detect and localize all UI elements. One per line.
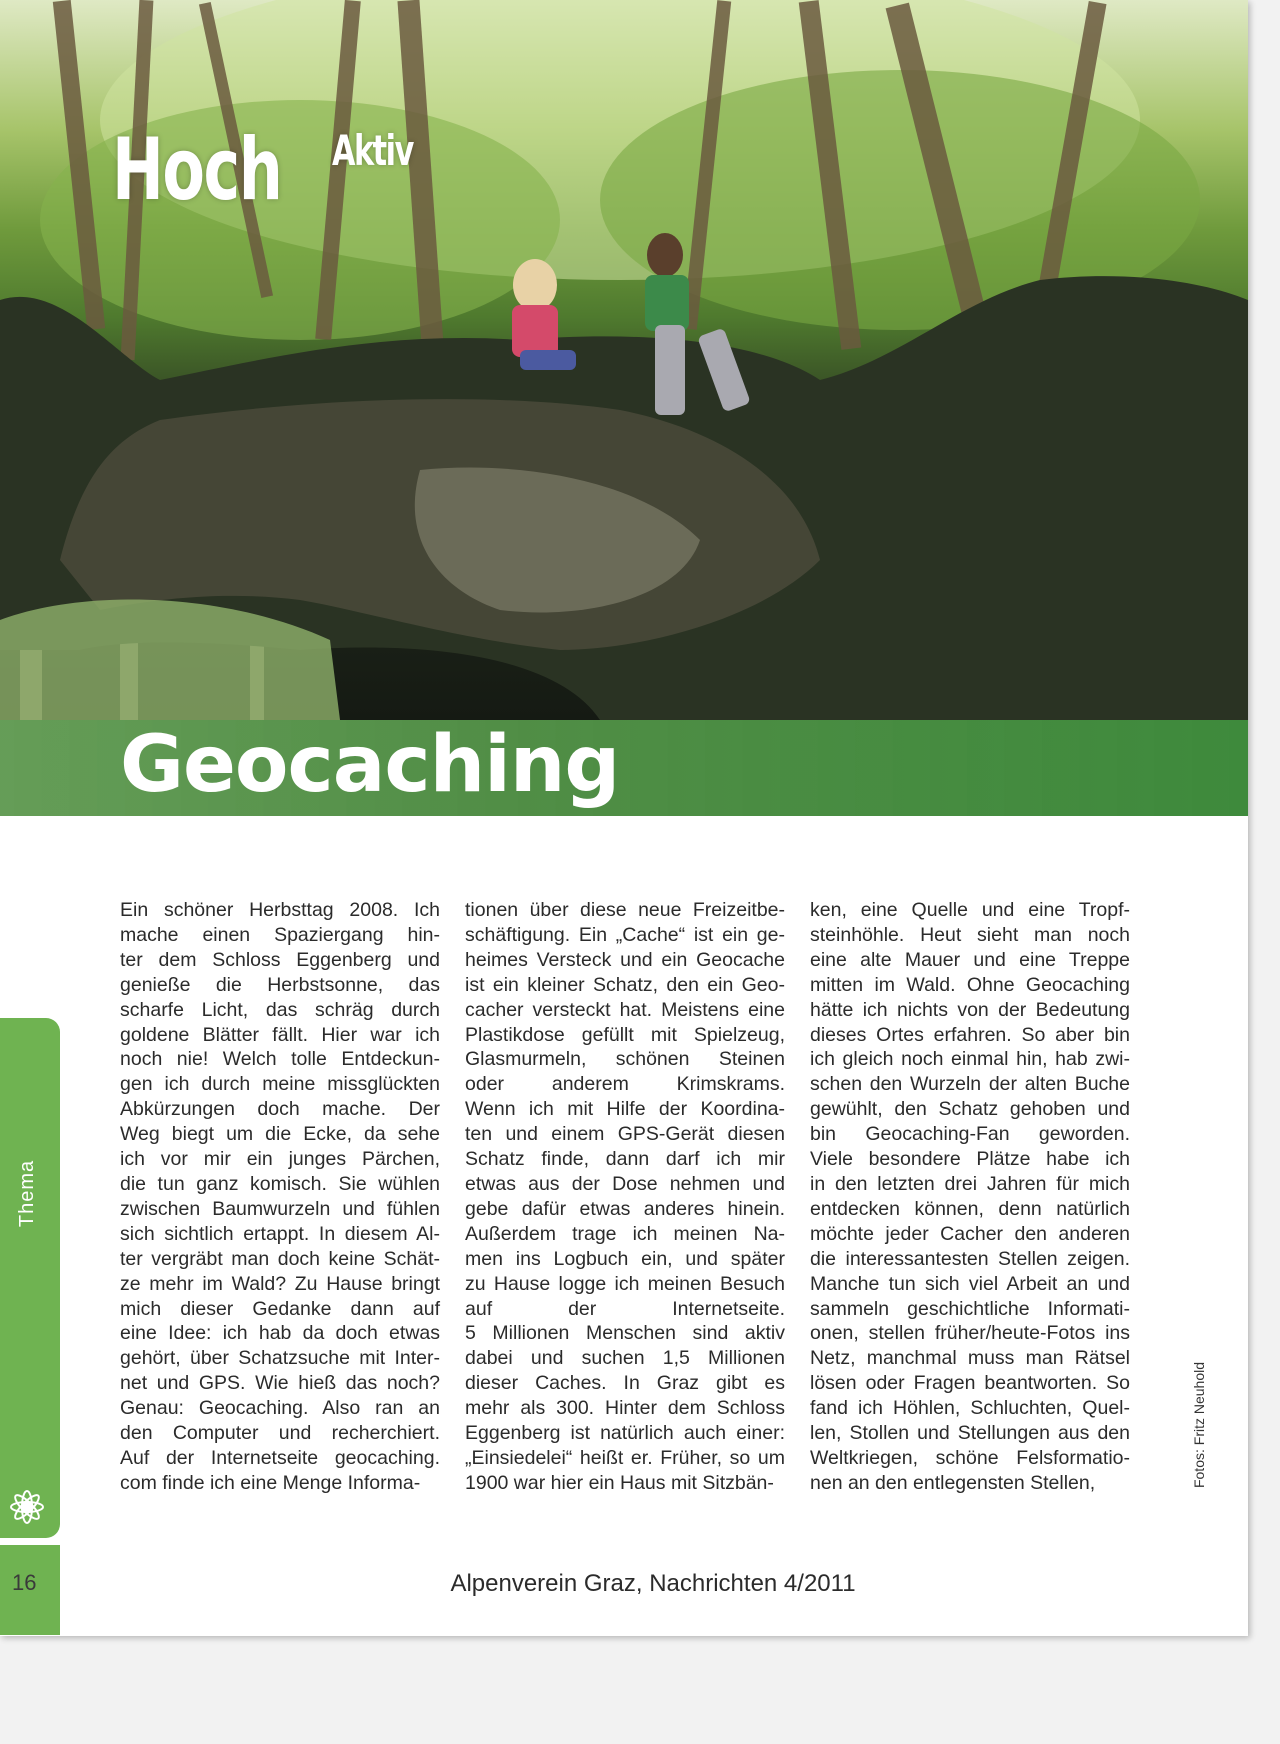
text-line: sammeln geschichtliche Informati- [810, 1297, 1130, 1320]
text-line: ich gleich noch einmal hin, hab zwi- [810, 1048, 1130, 1071]
text-line: noch nie! Welch tolle Entdeckun- [120, 1048, 440, 1071]
text-line: ter vergräbt man doch keine Schät- [120, 1247, 440, 1270]
text-line: sich sichtlich ertappt. In diesem Al- [120, 1222, 440, 1245]
text-line: ter dem Schloss Eggenberg und [120, 948, 440, 971]
text-line: tionen über diese neue Freizeitbe- [465, 899, 785, 921]
text-line: heimes Versteck und ein Geocache [465, 948, 785, 971]
text-line: die interessantesten Stellen zeigen. [810, 1247, 1130, 1270]
text-line: dabei und suchen 1,5 Millionen [465, 1347, 785, 1370]
text-line: entdecken können, denn natürlich [810, 1197, 1130, 1220]
text-line: lösen oder Fragen beantworten. So [810, 1372, 1130, 1395]
text-line: com finde ich eine Menge Informa- [120, 1471, 421, 1494]
text-line: Schatz finde, dann darf ich mir [465, 1148, 785, 1171]
text-line: dieser Caches. In Graz gibt es [465, 1372, 785, 1395]
text-line: gen ich durch meine missglückten [120, 1073, 440, 1096]
text-line: genieße die Herbstsonne, das [120, 973, 440, 996]
text-line: 5 Millionen Menschen sind aktiv [465, 1322, 785, 1345]
text-line: ten und einem GPS-Gerät diesen [465, 1123, 785, 1146]
text-line: steinhöhle. Heut sieht man noch [810, 923, 1130, 946]
text-line: mehr als 300. Hinter dem Schloss [465, 1397, 785, 1420]
section-tag-small: Aktiv [332, 126, 413, 175]
text-line: ist ein kleiner Schatz, den ein Geo- [465, 973, 785, 996]
section-tag [112, 120, 413, 220]
text-line: ze mehr im Wald? Zu Hause bringt [120, 1272, 440, 1295]
side-tab-label: Thema [16, 1159, 39, 1227]
text-line: 1900 war hier ein Haus mit Sitzbän- [465, 1471, 774, 1494]
forest-scene-illustration [0, 0, 1248, 720]
text-line: schäftigung. Ein „Cache“ ist ein ge- [465, 923, 785, 946]
text-line: Weltkriegen, schöne Felsformatio- [810, 1446, 1130, 1469]
text-line: möchte jeder Cacher den anderen [810, 1222, 1130, 1245]
text-line: auf der Internetseite. [465, 1297, 785, 1320]
text-line: Auf der Internetseite geocaching. [120, 1446, 440, 1469]
text-line: onen, stellen früher/heute-Fotos ins [810, 1322, 1130, 1345]
text-line: len, Stollen und Stellungen aus den [810, 1422, 1130, 1445]
text-line: den Computer und recherchiert. [120, 1422, 440, 1445]
text-line: gebe dafür etwas anderes hinein. [465, 1197, 785, 1220]
section-tag-big: Hoch [112, 120, 282, 220]
text-line: schen den Wurzeln der alten Buche [810, 1073, 1130, 1096]
article-title: Geocaching [120, 720, 620, 810]
text-line: Netz, manchmal muss man Rätsel [810, 1347, 1130, 1370]
forest-photo [0, 0, 1248, 720]
publication-footer: Alpenverein Graz, Nachrichten 4/2011 [450, 1570, 856, 1597]
text-line: Weg biegt um die Ecke, da sehe [120, 1123, 440, 1146]
text-line: ich vor mir ein junges Pärchen, [120, 1148, 440, 1171]
edelweiss-icon [4, 1484, 50, 1530]
text-line: die tun ganz komisch. Sie wühlen [120, 1172, 440, 1195]
text-line: Genau: Geocaching. Also ran an [120, 1397, 440, 1420]
text-line: hätte ich nichts von der Bedeutung [810, 998, 1130, 1021]
text-line: mache einen Spaziergang hin- [120, 923, 440, 946]
text-line: oder anderem Krimskrams. [465, 1073, 785, 1096]
text-line: net und GPS. Wie hieß das noch? [120, 1372, 440, 1395]
text-line: Außerdem trage ich meinen Na- [465, 1222, 785, 1245]
text-line: Wenn ich mit Hilfe der Koordina- [465, 1098, 785, 1121]
text-line: Glasmurmeln, schönen Steinen [465, 1048, 785, 1071]
text-line: bin Geocaching-Fan geworden. [810, 1123, 1130, 1146]
text-line: nen an den entlegensten Stellen, [810, 1471, 1096, 1494]
text-line: dieses Ortes erfahren. So aber bin [810, 1023, 1130, 1046]
text-line: gehört, über Schatzsuche mit Inter- [120, 1347, 440, 1370]
text-line: men ins Logbuch ein, und später [465, 1247, 785, 1270]
article-column-2 [465, 898, 785, 1496]
text-line: goldene Blätter fällt. Hier war ich [120, 1023, 440, 1046]
text-line: Eggenberg ist natürlich auch einer: [465, 1422, 785, 1445]
text-line: fand ich Höhlen, Schluchten, Quel- [810, 1397, 1130, 1420]
photo-credit: Fotos: Fritz Neuhold [1191, 1361, 1207, 1489]
text-line: Viele besondere Plätze habe ich [810, 1148, 1130, 1171]
text-line: eine alte Mauer und eine Treppe [810, 948, 1130, 971]
text-line: ken, eine Quelle und eine Tropf- [810, 899, 1130, 921]
section-side-tab [0, 1018, 60, 1538]
text-line: Plastikdose gefüllt mit Spielzeug, [465, 1023, 785, 1046]
text-line: mitten im Wald. Ohne Geocaching [810, 973, 1130, 996]
text-line: Ein schöner Herbsttag 2008. Ich [120, 899, 440, 921]
text-line: mich dieser Gedanke dann auf [120, 1297, 440, 1320]
text-line: „Einsiedelei“ heißt er. Früher, so um [465, 1446, 785, 1469]
article-column-3 [810, 898, 1130, 1496]
text-line: gewühlt, den Schatz gehoben und [810, 1098, 1130, 1121]
text-line: etwas aus der Dose nehmen und [465, 1172, 785, 1195]
text-line: in den letzten drei Jahren für mich [810, 1172, 1130, 1195]
text-line: Abkürzungen doch mache. Der [120, 1098, 440, 1121]
text-line: scharfe Licht, das schräg durch [120, 998, 440, 1021]
text-line: cacher versteckt hat. Meistens eine [465, 998, 785, 1021]
page-number: 16 [12, 1570, 37, 1595]
text-line: Manche tun sich viel Arbeit an und [810, 1272, 1130, 1295]
text-line: eine Idee: ich hab da doch etwas [120, 1322, 440, 1345]
text-line: zwischen Baumwurzeln und fühlen [120, 1197, 440, 1220]
article-column-1 [120, 898, 440, 1496]
text-line: zu Hause logge ich meinen Besuch [465, 1272, 785, 1295]
